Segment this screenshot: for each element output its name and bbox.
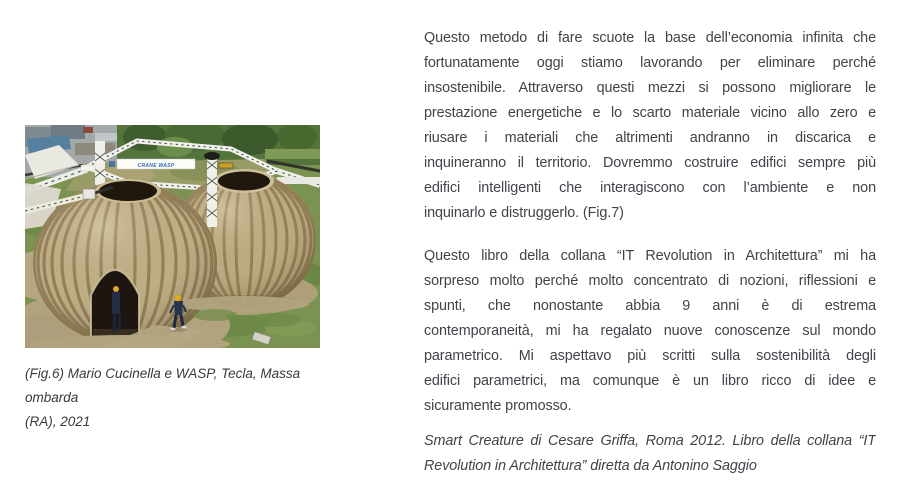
text-line: edifici intelligenti che interagiscono con l’ambiente e non [424,180,876,196]
paragraph-2 [424,244,876,419]
caption-line: (Fig.6) Mario Cucinella e WASP, Tecla, Massa ombarda [25,366,301,405]
text-line: Smart Creature di Cesare Griffa, Roma 2012. Libro della collana “IT [424,433,876,449]
tecla-photo-illustration [25,125,320,348]
crane-wasp-banner-label: CRANE WASP [137,162,175,169]
text-line: Revolution in Architettura” diretta da Antonino Saggio [424,458,757,474]
paragraph-book-reference [424,429,876,479]
dome-doorway [91,270,139,345]
text-line: contemporaneità, mi ha regalato nuove conoscenze sul mondo [424,323,876,339]
text-line: sicuramente promosso. [424,398,572,414]
text-line: riusare i materiali che altrimenti andranno in discarica e [424,130,876,146]
text-line: fortunatamente oggi stiamo lavorando per eliminare perché [424,55,876,71]
text-line: prestazione energetiche e lo scarto materiale vicino allo zero e [424,105,876,121]
tecla-photo [25,125,320,348]
figure-caption [25,362,320,434]
article-text-column [424,26,876,479]
figure-6 [25,125,320,434]
text-line: spunti, che nonostante abbia 9 anni è di estrema [424,298,876,314]
text-line: Questo metodo di fare scuote la base dell’economia infinita che [424,30,876,46]
text-line: insostenibile. Attraverso questi mezzi si possono migliorare le [424,80,876,96]
caption-line: (RA), 2021 [25,414,91,429]
text-line: sorpreso molto perché molto concentrato di nozioni, riflessioni e [424,273,876,289]
text-line: inquinarlo e distruggerlo. (Fig.7) [424,205,624,221]
text-line: parametrico. Mi aspettavo più scritti sulla sostenibilità degli [424,348,876,364]
paragraph-1 [424,26,876,226]
text-line: Questo libro della collana “IT Revolution in Architettura” mi ha [424,248,876,264]
text-line: inquineranno il territorio. Dovremmo costruire edifici sempre più [424,155,876,171]
text-line: edifici parametrici, ma comunque è un libro ricco di idee e [424,373,876,389]
